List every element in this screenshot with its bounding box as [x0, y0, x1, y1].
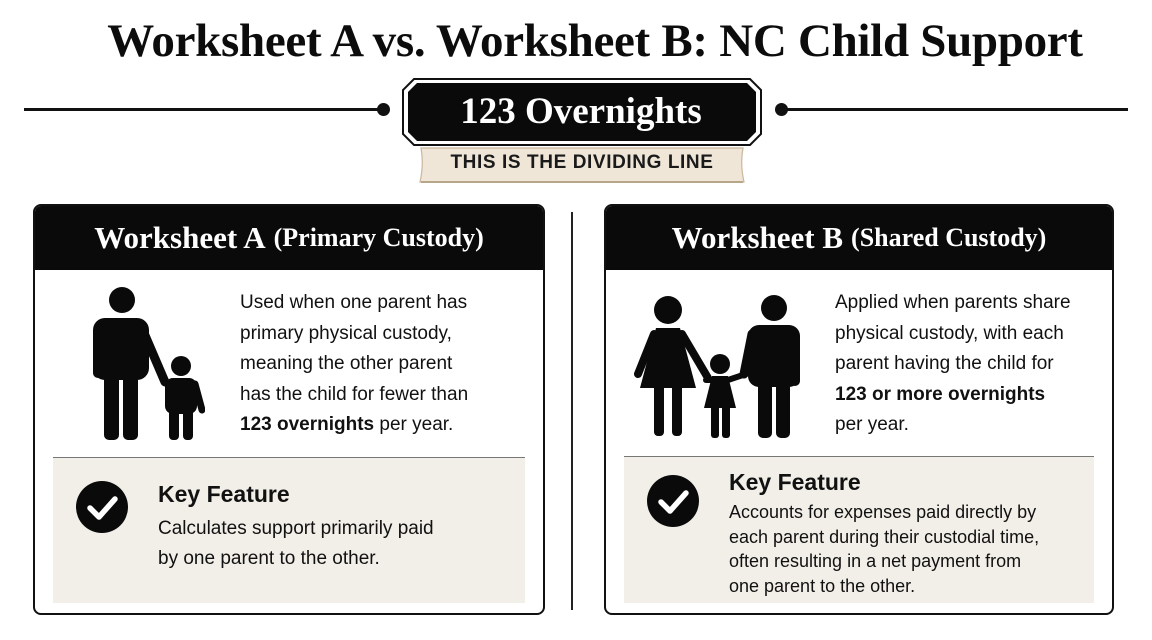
divider-line-right	[782, 108, 1128, 111]
worksheet-b-subtitle: (Shared Custody)	[851, 223, 1047, 252]
worksheet-a-card	[33, 204, 545, 615]
worksheet-a-feature-text: Calculates support primarily paid by one parent to the other.	[158, 518, 434, 569]
divider-line-left	[24, 108, 382, 111]
center-divider	[571, 212, 573, 610]
divider-dot-right	[775, 103, 788, 116]
worksheet-a-subtitle: (Primary Custody)	[273, 223, 484, 252]
worksheet-b-key-feature	[624, 456, 1094, 603]
page-title: Worksheet A vs. Worksheet B: NC Child Support	[107, 15, 1083, 67]
worksheet-b-header	[606, 206, 1112, 270]
worksheet-a-key-feature	[53, 457, 525, 603]
threshold-label: 123 Overnights	[460, 91, 702, 132]
checkmark-icon	[75, 480, 129, 534]
worksheet-a-title: Worksheet A	[94, 220, 266, 255]
divider-dot-left	[377, 103, 390, 116]
worksheet-b-card	[604, 204, 1114, 615]
two-parents-and-child-icon	[634, 294, 804, 438]
threshold-subtitle: THIS IS THE DIVIDING LINE	[450, 152, 714, 173]
parent-and-child-icon	[89, 286, 205, 440]
worksheet-b-title: Worksheet B	[671, 220, 844, 255]
worksheet-a-description: Used when one parent has primary physical custody, meaning the other parent has the child for fewer than 123 overnights per year.	[240, 292, 469, 435]
worksheet-b-description: Applied when parents share physical custody, with each parent having the child for 123 or more overnights per year.	[835, 292, 1071, 435]
worksheet-b-feature-title: Key Feature	[729, 469, 861, 495]
worksheet-a-header	[35, 206, 543, 270]
checkmark-icon	[646, 474, 700, 528]
worksheet-a-feature-title: Key Feature	[158, 481, 290, 507]
worksheet-b-feature-text: Accounts for expenses paid directly by each parent during their custodial time, often resulting in a net payment from one parent to the other.	[729, 502, 1040, 596]
